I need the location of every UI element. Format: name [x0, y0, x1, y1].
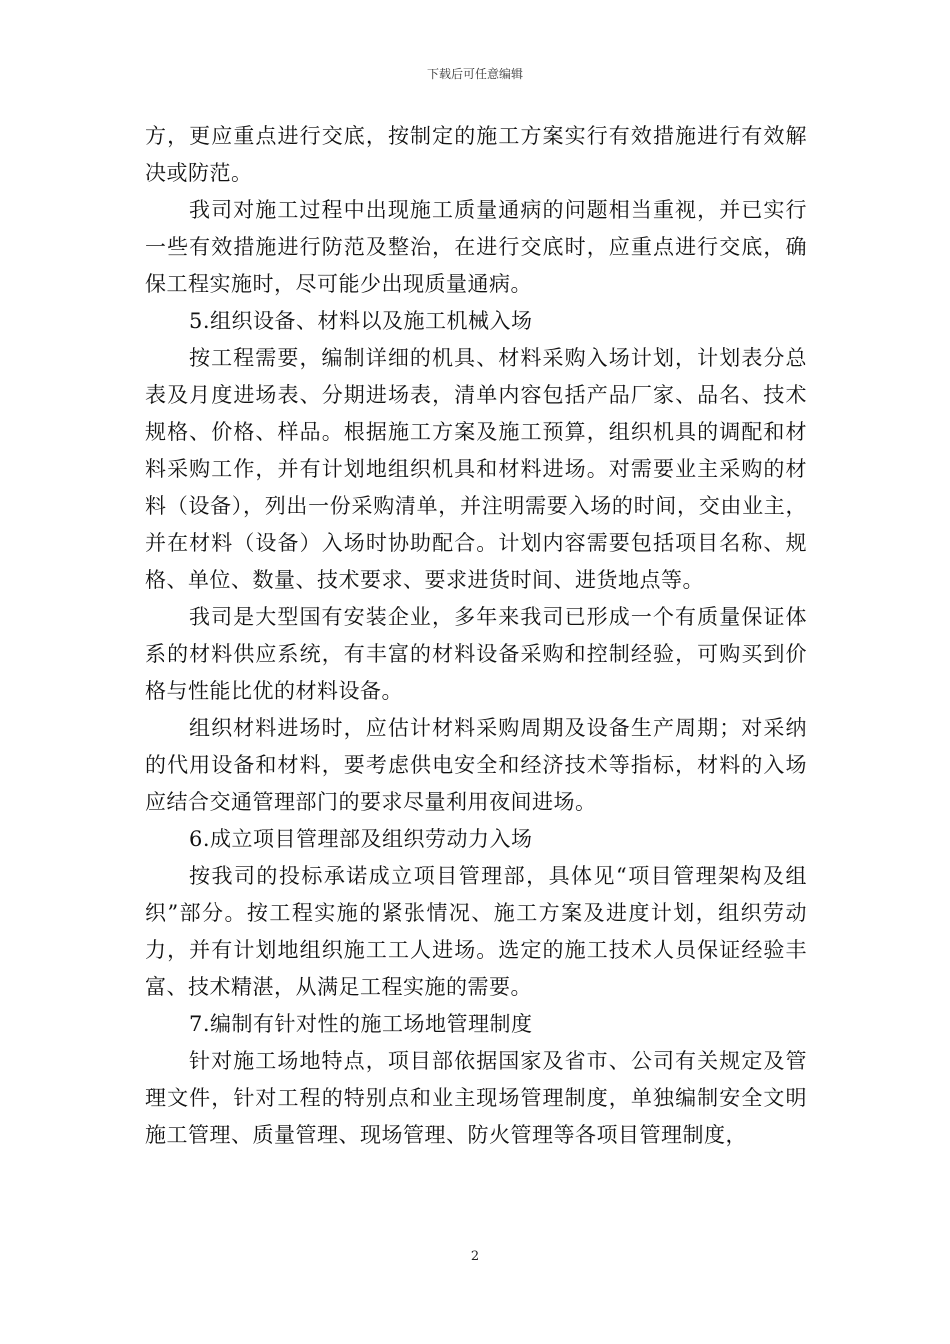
paragraph-6: 按我司的投标承诺成立项目管理部，具体见“项目管理架构及组织”部分。按工程实施的紧张情况、施工方案及进度计划，组织劳动力，并有计划地组织施工工人进场。选定的施工技术人员保证经验丰富、技术精湛，从满足工程实施的需要。 — [145, 864, 807, 999]
paragraph-4: 我司是大型国有安装企业，多年来我司已形成一个有质量保证体系的材料供应系统，有丰富的材料设备采购和控制经验，可购买到价格与性能比优的材料设备。 — [145, 605, 807, 703]
section-heading-6: 6.成立项目管理部及组织劳动力入场 — [189, 827, 533, 851]
document-body — [145, 118, 807, 1154]
paragraph-2: 我司对施工过程中出现施工质量通病的问题相当重视，并已实行一些有效措施进行防范及整治，在进行交底时，应重点进行交底，确保工程实施时，尽可能少出现质量通病。 — [145, 198, 807, 296]
paragraph-5: 组织材料进场时，应估计材料采购周期及设备生产周期；对采纳的代用设备和材料，要考虑供电安全和经济技术等指标，材料的入场应结合交通管理部门的要求尽量利用夜间进场。 — [145, 716, 807, 814]
paragraph-7: 针对施工场地特点，项目部依据国家及省市、公司有关规定及管理文件，针对工程的特别点和业主现场管理制度，单独编制安全文明施工管理、质量管理、现场管理、防火管理等各项目管理制度， — [145, 1049, 807, 1147]
section-heading-7: 7.编制有针对性的施工场地管理制度 — [189, 1012, 533, 1036]
page-header: 下载后可任意编辑 — [426, 67, 523, 81]
page-number: 2 — [470, 1249, 480, 1264]
paragraph-3: 按工程需要，编制详细的机具、材料采购入场计划，计划表分总表及月度进场表、分期进场表，清单内容包括产品厂家、品名、技术规格、价格、样品。根据施工方案及施工预算，组织机具的调配和材料采购工作，并有计划地组织机具和材料进场。对需要业主采购的材料（设备），列出一份采购清单，并注明需要入场的时间，交由业主，并在材料（设备）入场时协助配合。计划内容需要包括项目名称、规格、单位、数量、技术要求、要求进货时间、进货地点等。 — [145, 346, 807, 592]
paragraph-1: 方，更应重点进行交底，按制定的施工方案实行有效措施进行有效解决或防范。 — [145, 124, 807, 185]
section-heading-5: 5.组织设备、材料以及施工机械入场 — [189, 309, 533, 333]
